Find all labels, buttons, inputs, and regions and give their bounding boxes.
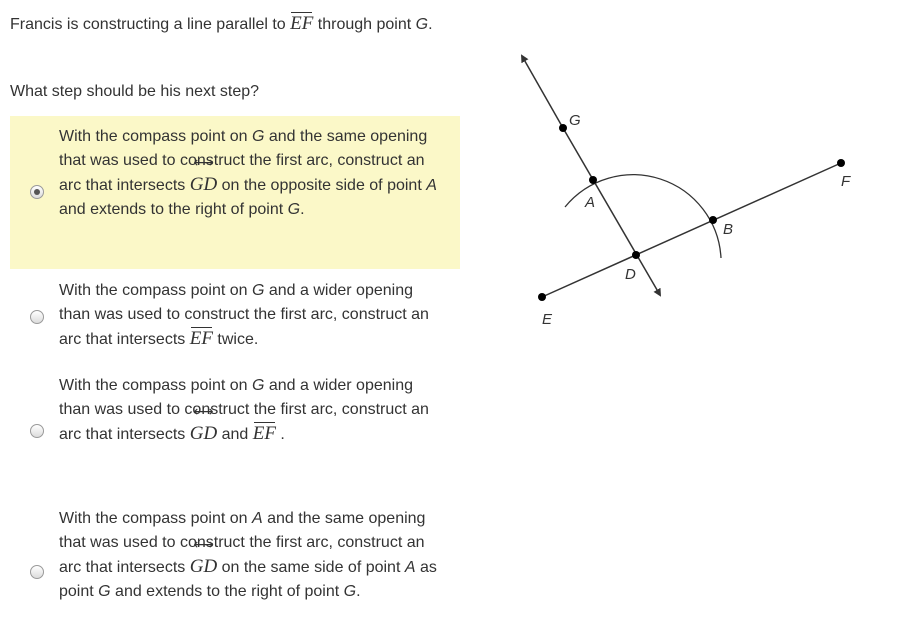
line-gd-upper-ray [522,56,563,128]
line-gd: ⟷ GD [190,173,217,197]
question-prefix: Francis is constructing a line parallel to [10,16,291,33]
opt2-part-d: twice. [212,331,259,348]
opt3-part-b: G [251,377,265,394]
opt1-part-a: With the compass point on [59,128,252,145]
opt1-part-f: and extends to the right of point [59,201,288,218]
opt3-part-e: . [275,426,285,443]
question-middle: through point [313,16,416,33]
point-f [837,159,845,167]
opt4-part-h: and extends to the right of point [110,583,344,600]
answer-option-2[interactable] [10,273,460,355]
compass-arc [565,175,721,258]
line-gd: ⟷ GD [190,555,217,579]
opt4-part-a: With the compass point on [59,510,252,527]
opt3-part-d: and [217,426,253,443]
segment-ef-line [542,163,841,297]
label-f: F [841,173,851,190]
answer-option-2-text [59,279,439,352]
opt2-part-c: and a wider opening than was used to construct the first arc, construct an arc that intersects [59,282,429,348]
opt4-part-c: and the same opening that was used to construct the first arc, construct an arc that intersects [59,510,426,576]
segment-ef: EF [290,13,314,34]
opt3-part-c: and a wider opening than was used to construct the first arc, construct an arc that intersects [59,377,429,443]
opt4-part-i: G [343,583,357,600]
point-b [709,216,717,224]
point-e [538,293,546,301]
radio-button-3[interactable] [30,424,44,438]
opt4-part-e: A [404,559,416,576]
segment-ef: EF [189,328,213,349]
opt4-part-g: G [98,583,111,600]
label-g: G [569,112,581,129]
line-gd: ⟷ GD [190,422,217,446]
point-g [559,124,567,132]
radio-button-2[interactable] [30,310,44,324]
opt3-part-a: With the compass point on [59,377,252,394]
opt1-part-d: on the opposite side of point [217,177,427,194]
radio-button-4[interactable] [30,565,44,579]
answer-option-3-text [59,374,439,447]
opt2-part-a: With the compass point on [59,282,252,299]
opt1-part-b: G [251,128,265,145]
segment-ef: EF [252,423,276,444]
opt4-part-b: A [251,510,263,527]
opt2-part-b: G [251,282,265,299]
opt1-part-g: G [287,201,301,218]
answer-option-1[interactable] [10,116,460,269]
point-a [589,176,597,184]
answer-option-3[interactable] [10,368,460,493]
label-d: D [625,266,636,283]
line-gd-lower-ray [563,128,660,295]
question-end: . [428,16,433,33]
opt4-part-f: as point [59,559,437,600]
point-d [632,251,640,259]
label-a: A [585,194,596,211]
question-point: G [415,16,429,33]
label-e: E [542,311,553,328]
opt1-part-h: . [300,201,305,218]
opt4-part-j: . [356,583,361,600]
question-text [10,12,470,37]
prompt-text: What step should be his next step? [10,83,260,100]
answer-option-1-text [59,125,439,222]
opt1-part-c: and the same opening that was used to construct the first arc, construct an arc that intersects [59,128,428,194]
radio-button-1[interactable] [30,185,44,199]
opt1-part-e: A [426,177,437,194]
opt4-part-d: on the same side of point [217,559,405,576]
label-b: B [723,221,734,238]
answer-option-4-text [59,507,439,604]
answer-option-4[interactable] [10,501,460,641]
construction-diagram [505,45,885,335]
